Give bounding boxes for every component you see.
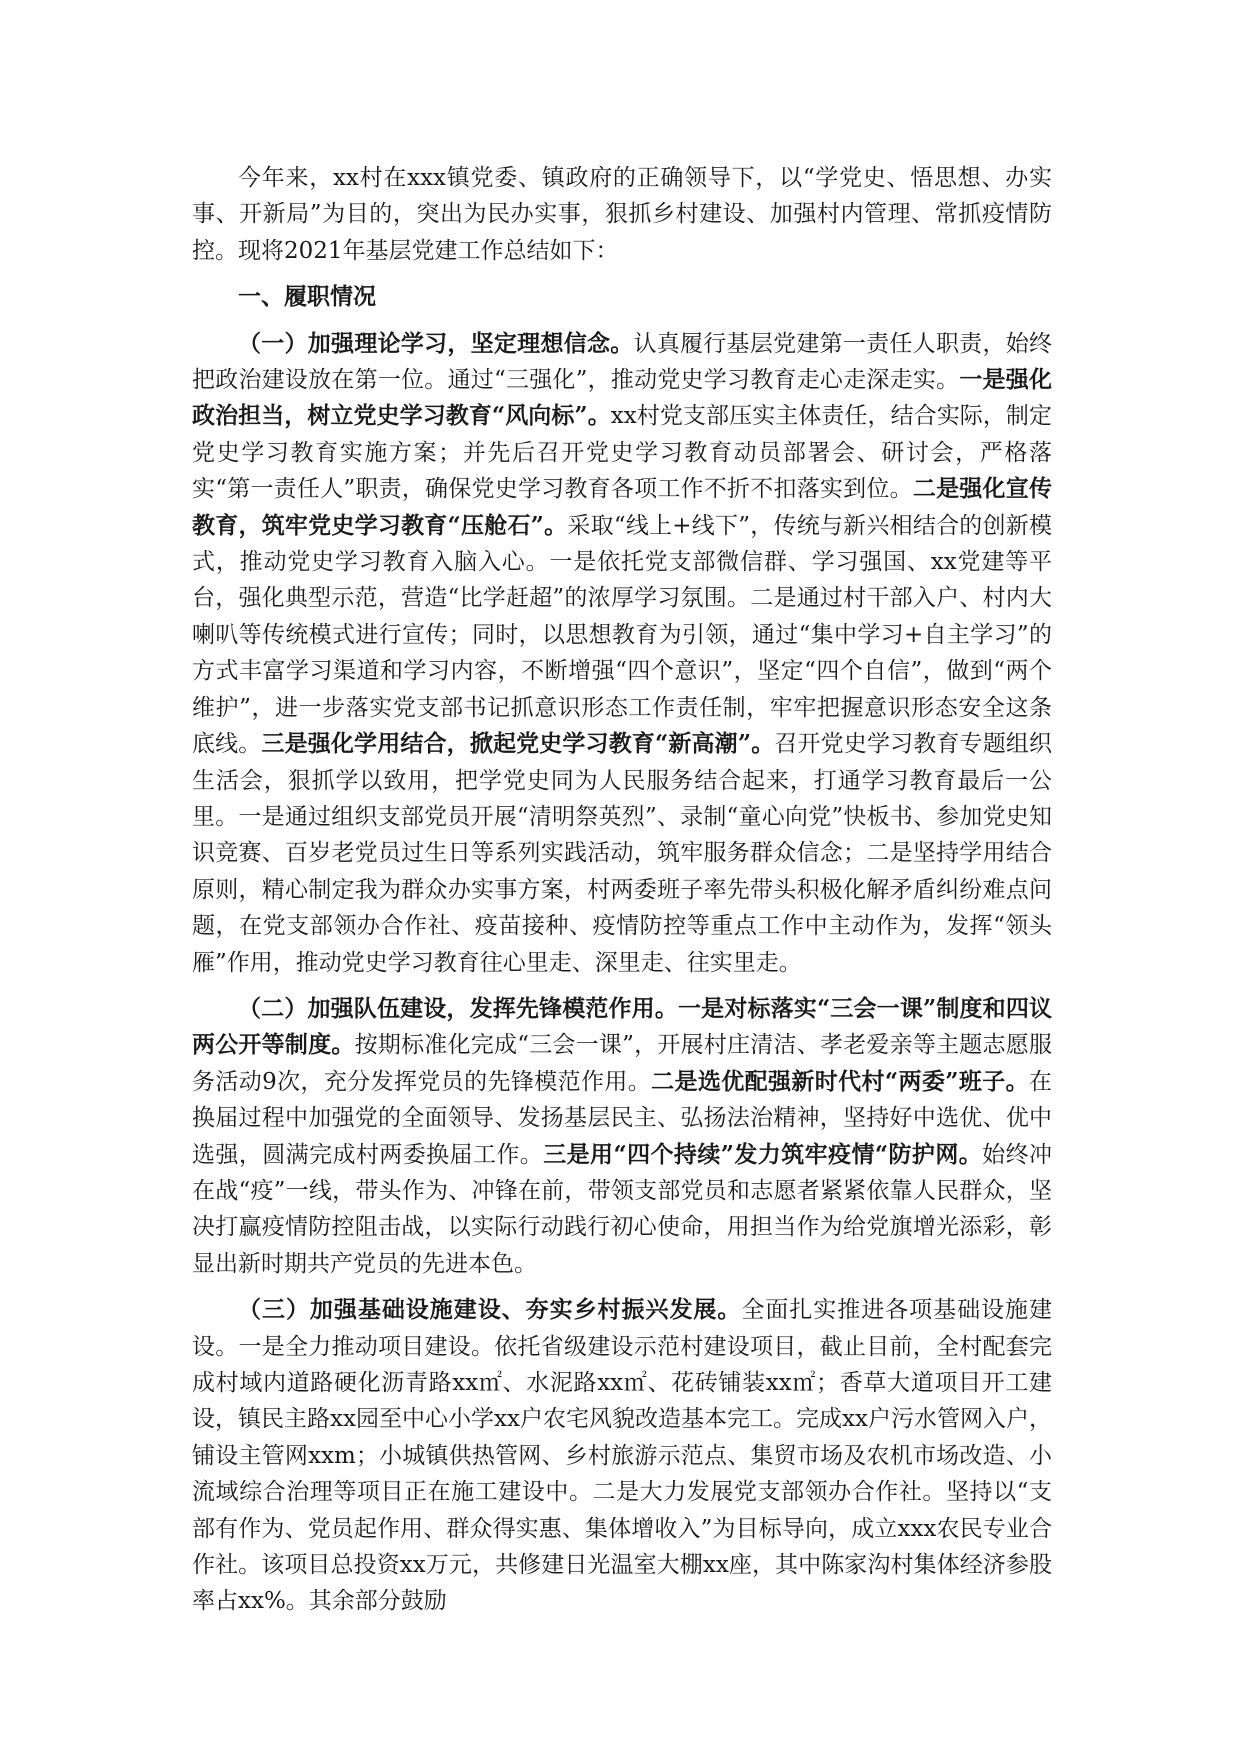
section-heading xyxy=(192,279,1052,315)
body-text: 采取“线上+线下”，传统与新兴相结合的创新模式，推动党史学习教育入脑入心。一是依托党支部微信群、学习强国、xx党建等平台，强化典型示范，营造“比学赶超”的浓厚学习氛围。二是通过村干部入户、村内大喇叭等传统模式进行宣传；同时，以思想教育为引领，通过“集中学习+自主学习”的方式丰富学习渠道和学习内容，不断增强“四个意识”，坚定“四个自信”，做到“两个维护”，进一步落实党支部书记抓意识形态工作责任制，牢牢把握意识形态安全这条底线。 xyxy=(192,512,1052,758)
body-text: 认真履行基层党建第一责任人职责，始终把政治建设放在第一位。通过“三强化”，推动党史学习教育走心走深走实。 xyxy=(192,330,1053,394)
body-text: xx村党支部压实主体责任，结合实际，制定党史学习教育实施方案；并先后召开党史学习教育动员部署会、研讨会，严格落实“第一责任人”职责，确保党史学习教育各项工作不折不扣落实到位。 xyxy=(192,403,1052,503)
bold-point: 一是强化政治担当，树立党史学习教育“风向标”。 xyxy=(192,366,1052,430)
paragraph-team-building xyxy=(192,991,1052,1282)
bold-point: 三是用“四个持续”发力筑牢疫情“防护网。 xyxy=(543,1140,983,1168)
paragraph-theory-study xyxy=(192,326,1052,981)
body-text: 在换届过程中加强党的全面领导、发扬基层民主、弘扬法治精神，坚持好中选优、优中选强，圆满完成村两委换届工作。 xyxy=(192,1068,1052,1168)
body-text: 召开党史学习教育专题组织生活会，狠抓学以致用，把学党史同为人民服务结合起来，打通学习教育最后一公里。一是通过组织支部党员开展“清明祭英烈”、录制“童心向党”快板书、参加党史知识竞赛、百岁老党员过生日等系列实践活动，筑牢服务群众信念；二是坚持学用结合原则，精心制定我为群众办实事方案，村两委班子率先带头积极化解矛盾纠纷难点问题，在党支部领办合作社、疫苗接种、疫情防控等重点工作中主动作为，发挥“领头雁”作用，推动党史学习教育往心里走、深里走、往实里走。 xyxy=(192,731,1053,976)
bold-lead: （三）加强基础设施建设、夯实乡村振兴发展。 xyxy=(238,1296,742,1324)
bold-point: 二是选优配强新时代村“两委”班子。 xyxy=(651,1067,1029,1095)
paragraph-infrastructure xyxy=(192,1292,1052,1620)
bold-point: 三是强化学用结合，掀起党史学习教育“新高潮”。 xyxy=(261,730,775,758)
body-text: 始终冲在战“疫”一线，带头作为、冲锋在前，带领支部党员和志愿者紧紧依靠人民群众，坚决打赢疫情防控阻击战，以实际行动践行初心使命，用担当作为给党旗增光添彩，彰显出新时期共产党员的先进本色。 xyxy=(192,1141,1052,1277)
document-body xyxy=(192,160,1052,1630)
bold-lead: （一）加强理论学习，坚定理想信念。 xyxy=(238,329,634,357)
bold-point: 二是强化宣传教育，筑牢党史学习教育“压舱石”。 xyxy=(192,475,1052,539)
body-text: 按期标准化完成“三会一课”，开展村庄清洁、孝老爱亲等主题志愿服务活动9次，充分发挥党员的先锋模范作用。 xyxy=(192,1032,1052,1095)
intro-text: 今年来，xx村在xxx镇党委、镇政府的正确领导下，以“学党史、悟思想、办实事、开新局”为目的，突出为民办实事，狠抓乡村建设、加强村内管理、常抓疫情防控。现将2021年基层党建工作总结如下： xyxy=(192,165,1052,264)
section-heading-text: 一、履职情况 xyxy=(238,283,376,311)
body-text: 全面扎实推进各项基础设施建设。一是全力推动项目建设。依托省级建设示范村建设项目，截止目前，全村配套完成村域内道路硬化沥青路xx㎡、水泥路xx㎡、花砖铺装xx㎡；香草大道项目开工建设，镇民主路xx园至中心小学xx户农宅风貌改造基本完工。完成xx户污水管网入户，铺设主管网xxm；小城镇供热管网、乡村旅游示范点、集贸市场及农机市场改造、小流域综合治理等项目正在施工建设中。二是大力发展党支部领办合作社。坚持以“支部有作为、党员起作用、群众得实惠、集体增收入”为目标导向，成立xxx农民专业合作社。该项目总投资xx万元，共修建日光温室大棚xx座，其中陈家沟村集体经济参股率占xx%。其余部分鼓励 xyxy=(192,1297,1053,1615)
bold-lead: （二）加强队伍建设，发挥先锋模范作用。一是对标落实“三会一课”制度和四议两公开等制度。 xyxy=(192,994,1052,1059)
intro-paragraph xyxy=(192,160,1052,269)
